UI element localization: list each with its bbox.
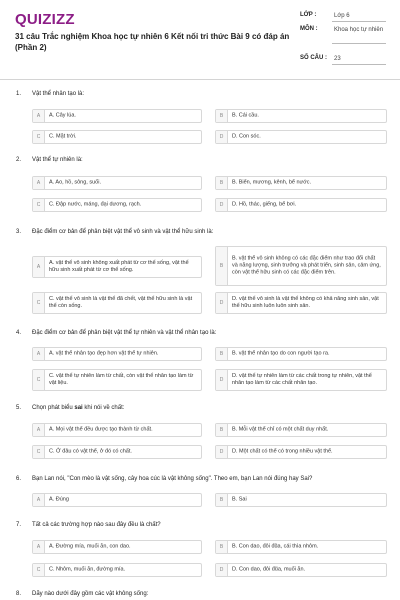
info-divider xyxy=(332,64,386,65)
option-b[interactable] xyxy=(215,423,387,437)
count-value: 23 xyxy=(334,56,341,62)
option-text: A. Đường mía, muối ăn, con dao. xyxy=(49,543,131,550)
option-text: A. Ao, hồ, sông, suối. xyxy=(49,179,101,186)
option-a[interactable] xyxy=(32,176,202,190)
question-text-prefix: Chọn phát biểu xyxy=(32,405,75,411)
option-letter: A xyxy=(33,541,45,553)
option-text: D. vật thể vô sinh là vật thể không có khả năng sinh sản, vật thể hữu sinh luôn luôn sinh sản. xyxy=(232,295,379,309)
question-number: 4. xyxy=(16,330,22,336)
option-letter: C xyxy=(33,293,45,313)
option-a[interactable] xyxy=(32,347,202,361)
question-number: 6. xyxy=(16,476,22,482)
option-letter: A xyxy=(33,177,45,189)
option-b[interactable] xyxy=(215,493,387,507)
info-divider xyxy=(332,21,386,22)
option-letter: B xyxy=(216,494,228,506)
option-text: B. Mỗi vật thể chỉ có một chất duy nhất. xyxy=(232,426,329,433)
class-value: Lớp 6 xyxy=(334,13,350,19)
header-divider xyxy=(0,79,400,80)
option-text: D. Một chất có thể có trong nhiều vật thể. xyxy=(232,448,333,455)
option-text: A. Cây lúa. xyxy=(49,112,76,119)
option-b[interactable] xyxy=(215,246,387,286)
question-text: Đặc điểm cơ bản để phân biệt vật thể vô sinh và vật thể hữu sinh là: xyxy=(32,229,214,235)
question-number: 1. xyxy=(16,91,22,97)
class-label: LỚP : xyxy=(300,12,317,18)
question-number: 5. xyxy=(16,405,22,411)
option-c[interactable] xyxy=(32,292,202,314)
count-label: SỐ CÂU : xyxy=(300,55,327,61)
option-letter: D xyxy=(216,131,228,143)
option-d[interactable] xyxy=(215,292,387,314)
question-number: 3. xyxy=(16,229,22,235)
option-c[interactable] xyxy=(32,198,202,212)
option-text: A. Mọi vật thể đều được tạo thành từ chất. xyxy=(49,426,153,433)
option-letter: D xyxy=(216,370,228,390)
subject-value: Khoa học tự nhiên xyxy=(334,27,384,33)
question-text xyxy=(32,405,387,413)
option-d[interactable] xyxy=(215,563,387,577)
option-letter: C xyxy=(33,131,45,143)
option-letter: A xyxy=(33,494,45,506)
option-letter: A xyxy=(33,424,45,436)
option-c[interactable] xyxy=(32,563,202,577)
option-b[interactable] xyxy=(215,109,387,123)
subject-label: MÔN : xyxy=(300,26,318,32)
option-b[interactable] xyxy=(215,347,387,361)
option-text: C. Đập nước, máng, đại dương, rạch. xyxy=(49,201,142,208)
quizizz-logo: QUIZIZZ xyxy=(15,11,75,28)
option-d[interactable] xyxy=(215,369,387,391)
option-a[interactable] xyxy=(32,540,202,554)
option-text: D. vật thể tự nhiên làm từ các chất trong tự nhiên, vật thể nhân tạo làm từ các chất nhân tạo. xyxy=(232,372,372,386)
option-text: A. vật thể nhân tạo đẹp hơn vật thể tự nhiên. xyxy=(49,350,159,357)
option-letter: C xyxy=(33,370,45,390)
option-a[interactable] xyxy=(32,493,202,507)
question-text: Dãy nào dưới đây gồm các vật không sống: xyxy=(32,591,149,597)
option-a[interactable] xyxy=(32,256,202,278)
option-c[interactable] xyxy=(32,369,202,391)
option-letter: D xyxy=(216,564,228,576)
question-number: 8. xyxy=(16,591,22,597)
option-a[interactable] xyxy=(32,423,202,437)
option-d[interactable] xyxy=(215,445,387,459)
option-letter: C xyxy=(33,446,45,458)
option-b[interactable] xyxy=(215,540,387,554)
option-text: C. Mặt trời. xyxy=(49,133,77,140)
option-text: A. Đúng xyxy=(49,496,69,503)
question-text: Tất cả các trường hợp nào sau đây đều là chất? xyxy=(32,522,161,528)
option-text: B. Biển, mương, kênh, bể nước. xyxy=(232,179,312,186)
option-letter: B xyxy=(216,247,228,285)
option-letter: D xyxy=(216,293,228,313)
option-text: C. Ở đâu có vật thể, ở đó có chất. xyxy=(49,448,132,455)
option-letter: C xyxy=(33,199,45,211)
question-text: Bạn Lan nói, "Con mèo là vật sống, cây hoa cúc là vật không sống". Theo em, bạn Lan nói đúng hay Sai? xyxy=(32,476,313,482)
option-c[interactable] xyxy=(32,445,202,459)
question-text: Đặc điểm cơ bản để phân biệt vật thể tự nhiên và vật thể nhân tạo là: xyxy=(32,330,217,336)
option-letter: B xyxy=(216,177,228,189)
option-text: B. Sai xyxy=(232,496,247,503)
option-d[interactable] xyxy=(215,130,387,144)
question-text: Vật thể tự nhiên là: xyxy=(32,157,83,163)
info-divider xyxy=(332,43,386,44)
document-header xyxy=(0,0,400,78)
option-letter: D xyxy=(216,199,228,211)
option-text: B. vật thể vô sinh không có các đặc điểm như trao đổi chất và năng lượng, sinh trưởng và phát triển, sinh sản, cảm ứng, còn vật thể hữu sinh có các đặc điểm trên. xyxy=(232,255,381,276)
option-text: C. Nhôm, muối ăn, đường mía. xyxy=(49,566,126,573)
question-number: 2. xyxy=(16,157,22,163)
question-text-suffix: khi nói về chất: xyxy=(82,405,125,411)
option-text: D. Hồ, thác, giếng, bể bơi. xyxy=(232,201,297,208)
option-text: C. vật thể vô sinh là vật thể đã chết, vật thể hữu sinh là vật thể còn sống. xyxy=(49,295,193,309)
option-c[interactable] xyxy=(32,130,202,144)
option-letter: D xyxy=(216,446,228,458)
question-text: Vật thể nhân tạo là: xyxy=(32,91,85,97)
option-text: A. vật thể vô sinh không xuất phát từ cơ thể sống, vật thể hữu sinh xuất phát từ cơ thể sống. xyxy=(49,259,189,273)
option-letter: A xyxy=(33,257,45,277)
option-letter: A xyxy=(33,110,45,122)
option-text: C. vật thể tự nhiên làm từ chất, còn vật thể nhân tạo làm từ vật liệu. xyxy=(49,372,194,386)
option-letter: B xyxy=(216,348,228,360)
page-title: 31 câu Trắc nghiệm Khoa học tự nhiên 6 Kết nối tri thức Bài 9 có đáp án (Phần 2) xyxy=(15,32,290,52)
option-b[interactable] xyxy=(215,176,387,190)
question-text-emphasis: sai xyxy=(74,405,83,411)
option-text: D. Con dao, đôi đũa, muối ăn. xyxy=(232,566,306,573)
option-d[interactable] xyxy=(215,198,387,212)
question-number: 7. xyxy=(16,522,22,528)
option-letter: B xyxy=(216,541,228,553)
option-text: B. Con dao, đôi đũa, cái thìa nhôm. xyxy=(232,543,319,550)
option-text: B. Cái cầu. xyxy=(232,112,259,119)
option-a[interactable] xyxy=(32,109,202,123)
option-letter: C xyxy=(33,564,45,576)
option-letter: A xyxy=(33,348,45,360)
option-letter: B xyxy=(216,110,228,122)
option-letter: B xyxy=(216,424,228,436)
option-text: B. vật thể nhân tạo do con người tạo ra. xyxy=(232,350,330,357)
option-text: D. Con sóc. xyxy=(232,133,261,140)
